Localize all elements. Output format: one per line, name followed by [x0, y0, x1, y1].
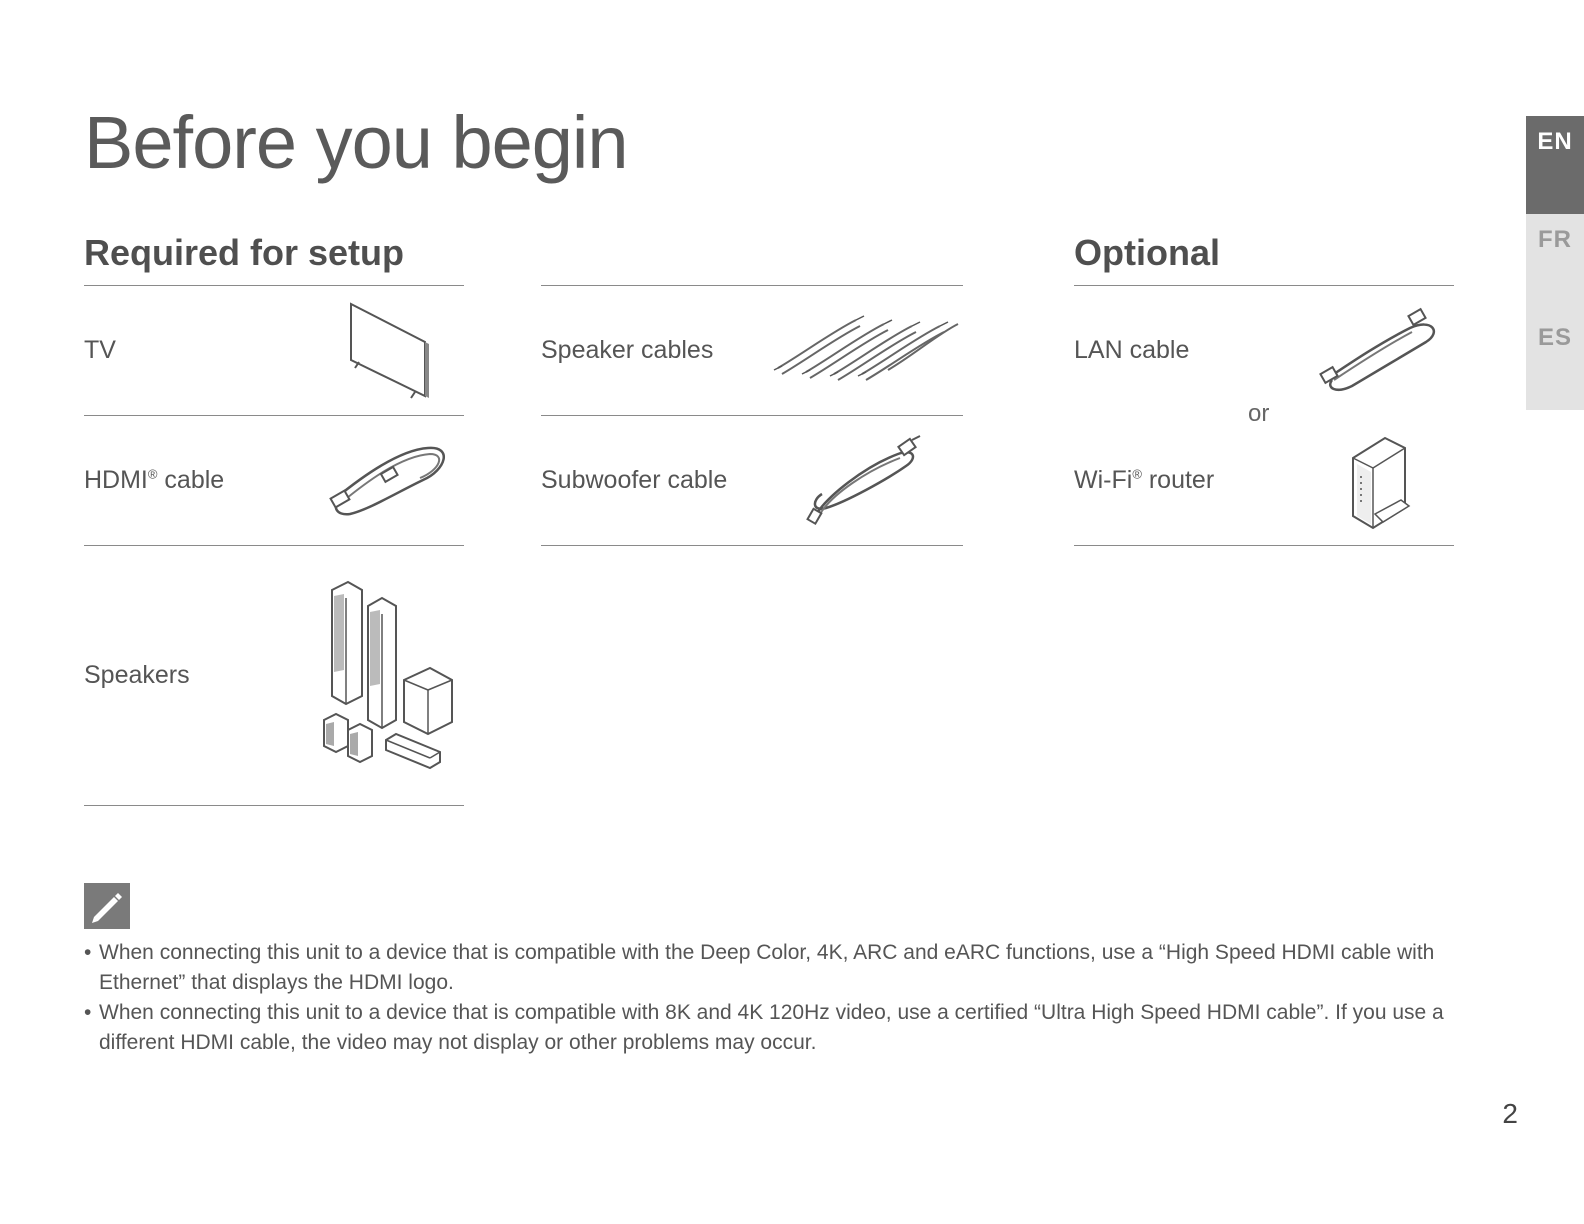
language-tab-label: ES	[1537, 324, 1572, 351]
divider	[1074, 285, 1454, 286]
divider	[541, 415, 963, 416]
divider	[84, 545, 464, 546]
divider	[1074, 545, 1454, 546]
language-tab-en[interactable]	[1526, 116, 1584, 214]
language-tab-es[interactable]	[1526, 312, 1584, 410]
note-item: • When connecting this unit to a device that is compatible with the Deep Color, 4K, ARC and eARC functions, use a “High Speed HDMI cable with Ethernet” that displays the HDMI logo.	[84, 938, 1494, 998]
item-label-hdmi-cable: HDMI® cable	[84, 466, 225, 494]
optional-heading: Optional	[1074, 232, 1220, 273]
or-separator: or	[1248, 400, 1270, 427]
language-tab-fr[interactable]	[1526, 214, 1584, 312]
note-item: • When connecting this unit to a device that is compatible with 8K and 4K 120Hz video, use a certified “Ultra High Speed HDMI cable”. If you use a different HDMI cable, the video may not display or other problems may occur.	[84, 998, 1494, 1058]
language-tab-label: FR	[1538, 226, 1572, 253]
divider	[541, 545, 963, 546]
language-tab-label: EN	[1537, 128, 1573, 155]
page-title: Before you begin	[84, 101, 628, 184]
tv-icon	[345, 300, 435, 400]
speakers-icon	[318, 580, 458, 775]
divider	[541, 285, 963, 286]
divider	[84, 285, 464, 286]
required-heading: Required for setup	[84, 232, 405, 273]
wifi-router-icon	[1345, 436, 1415, 528]
item-label-speakers: Speakers	[84, 661, 190, 689]
item-label-tv: TV	[84, 336, 116, 364]
lan-cable-icon	[1318, 308, 1443, 394]
speaker-cables-icon	[772, 310, 962, 385]
hdmi-cable-icon	[328, 440, 453, 520]
divider	[84, 805, 464, 806]
divider	[84, 415, 464, 416]
subwoofer-cable-icon	[806, 436, 926, 526]
item-label-wifi-router: Wi-Fi® router	[1074, 466, 1215, 494]
item-label-subwoofer-cable: Subwoofer cable	[541, 466, 728, 494]
page-number: 2	[1502, 1098, 1518, 1129]
pencil-note-icon	[84, 883, 130, 929]
item-label-speaker-cables: Speaker cables	[541, 336, 714, 364]
notes-list	[84, 938, 1494, 1058]
item-label-lan-cable: LAN cable	[1074, 336, 1190, 364]
